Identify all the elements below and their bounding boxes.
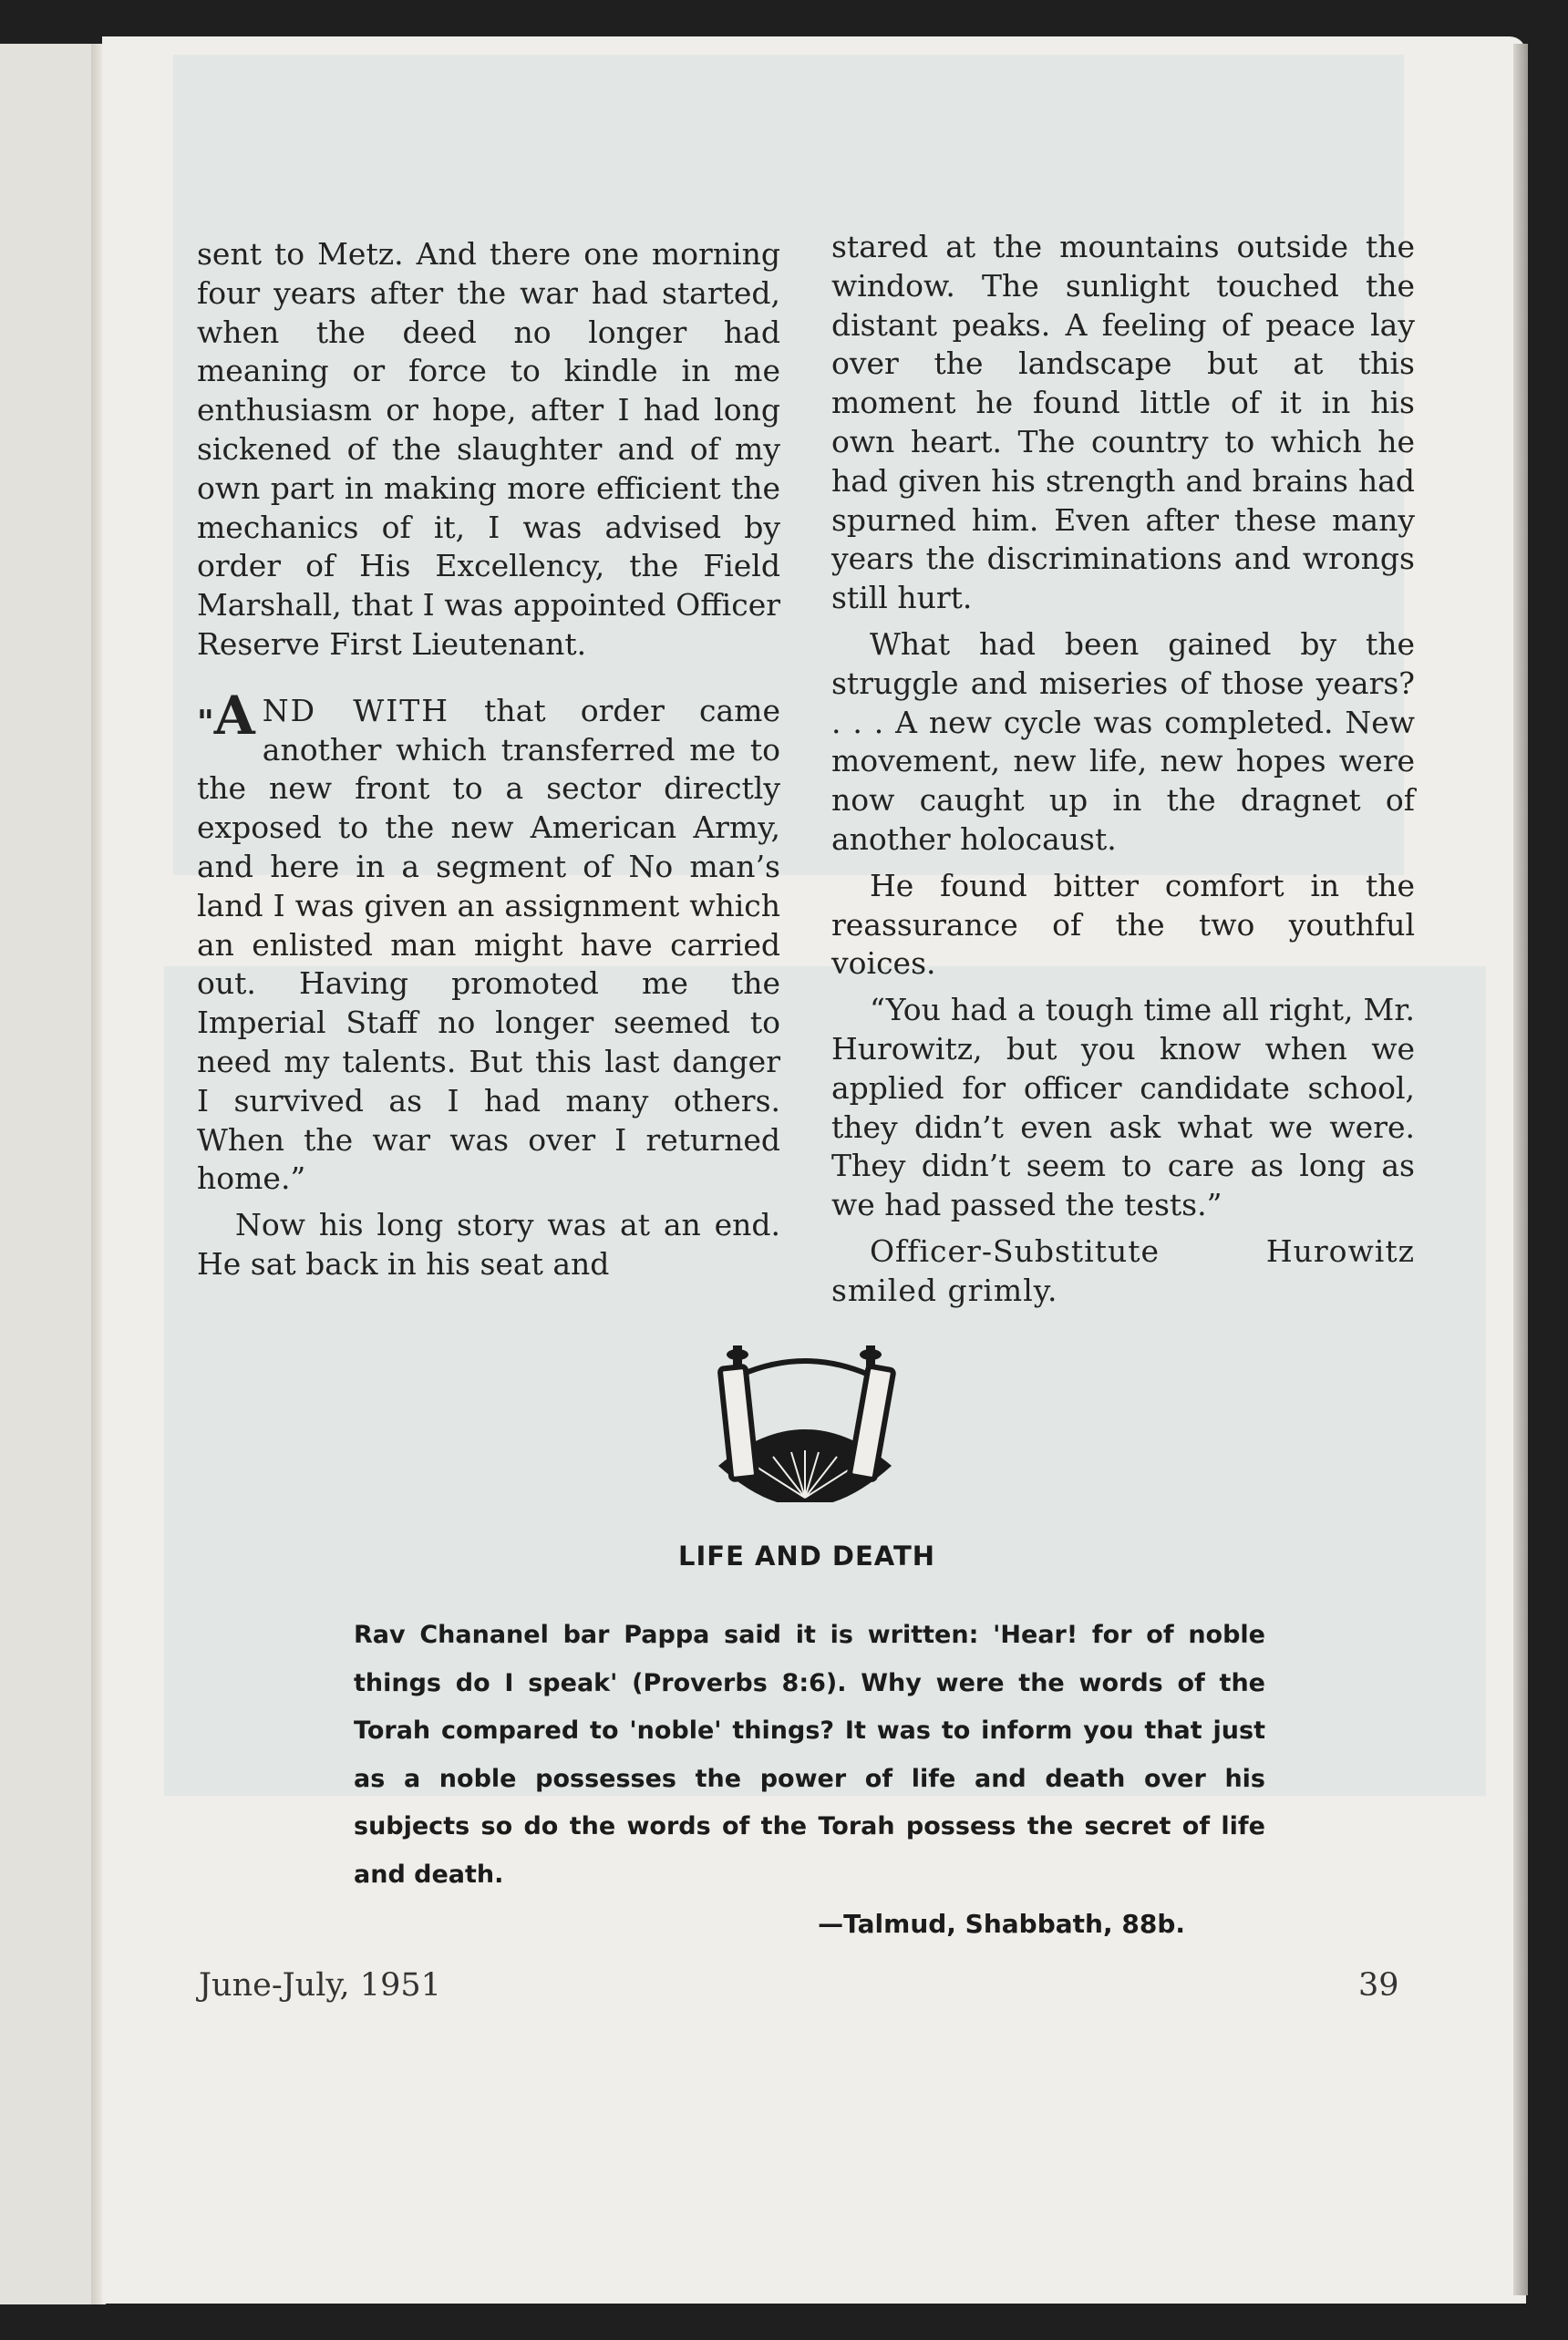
drop-cap: "A [197, 684, 255, 747]
issue-date: June-July, 1951 [199, 1967, 441, 2004]
page-number: 39 [1358, 1967, 1399, 2004]
torah-scroll-ornament [700, 1338, 910, 1502]
talmud-quote: Rav Chananel bar Pappa said it is written: 'Hear! for of noble things do I speak' (Proverbs 8:6). Why were the words of the Torah compared to 'noble' things? It was to inform you that just as a noble possesses the power of life and death over his subjects so do the words of the Torah possess the secret of life and death. [354, 1621, 1265, 1889]
paragraph: sent to Metz. And there one morning four years after the war had started, when the deed no longer had meaning or force to kindle in me enthusiasm or hope, after I had long sickened of the slaughter and of my own part in making more efficient the mechanics of it, I was advised by order of His Excellency, the Field Marshall, that I was appointed Officer Reserve First Lieutenant. [197, 236, 780, 662]
section-title: LIFE AND DEATH [678, 1541, 935, 1572]
left-column [197, 235, 780, 1292]
paragraph: What had been gained by the struggle and miseries of those years? . . . A new cycle was completed. New movement, new life, new hopes were now caught up in the dragnet of another holocaust. [831, 625, 1415, 857]
paragraph: He found bitter comfort in the reassurance of the two youthful voices. [831, 867, 1415, 982]
paragraph: stared at the mountains outside the window. The sunlight touched the distant peaks. A feeling of peace lay over the landscape but at this moment he found little of it in his own heart. The country to which he had given his strength and brains had spurned him. Even after these many years the discriminations and wrongs still hurt. [831, 229, 1415, 616]
paragraph-dropcap: "A ND WITH that order came another which transferred me to the new front to a sector directly exposed to the new American Army, and here in a segment of No man’s land I was given an assignment which an enlisted man might have carried out. Having promoted me the Imperial Staff no longer seemed to need my talents. But this last danger I survived as I had many others. When the war was over I returned home.” [197, 684, 780, 1197]
quote-attribution: —Talmud, Shabbath, 88b. [818, 1909, 1185, 1939]
page-edge-shadow [1513, 44, 1528, 2295]
paragraph: Officer-Substitute Hurowitz smiled grimly. [831, 1232, 1415, 1308]
paragraph: Now his long story was at an end. He sat back in his seat and [197, 1207, 780, 1282]
paragraph: “You had a tough time all right, Mr. Hurowitz, but you know when we applied for officer candidate school, they didn’t even ask what we were. They didn’t seem to care as long as we had passed the tests.” [831, 992, 1415, 1223]
facing-page-edge [0, 44, 102, 2304]
right-column [831, 228, 1415, 1318]
